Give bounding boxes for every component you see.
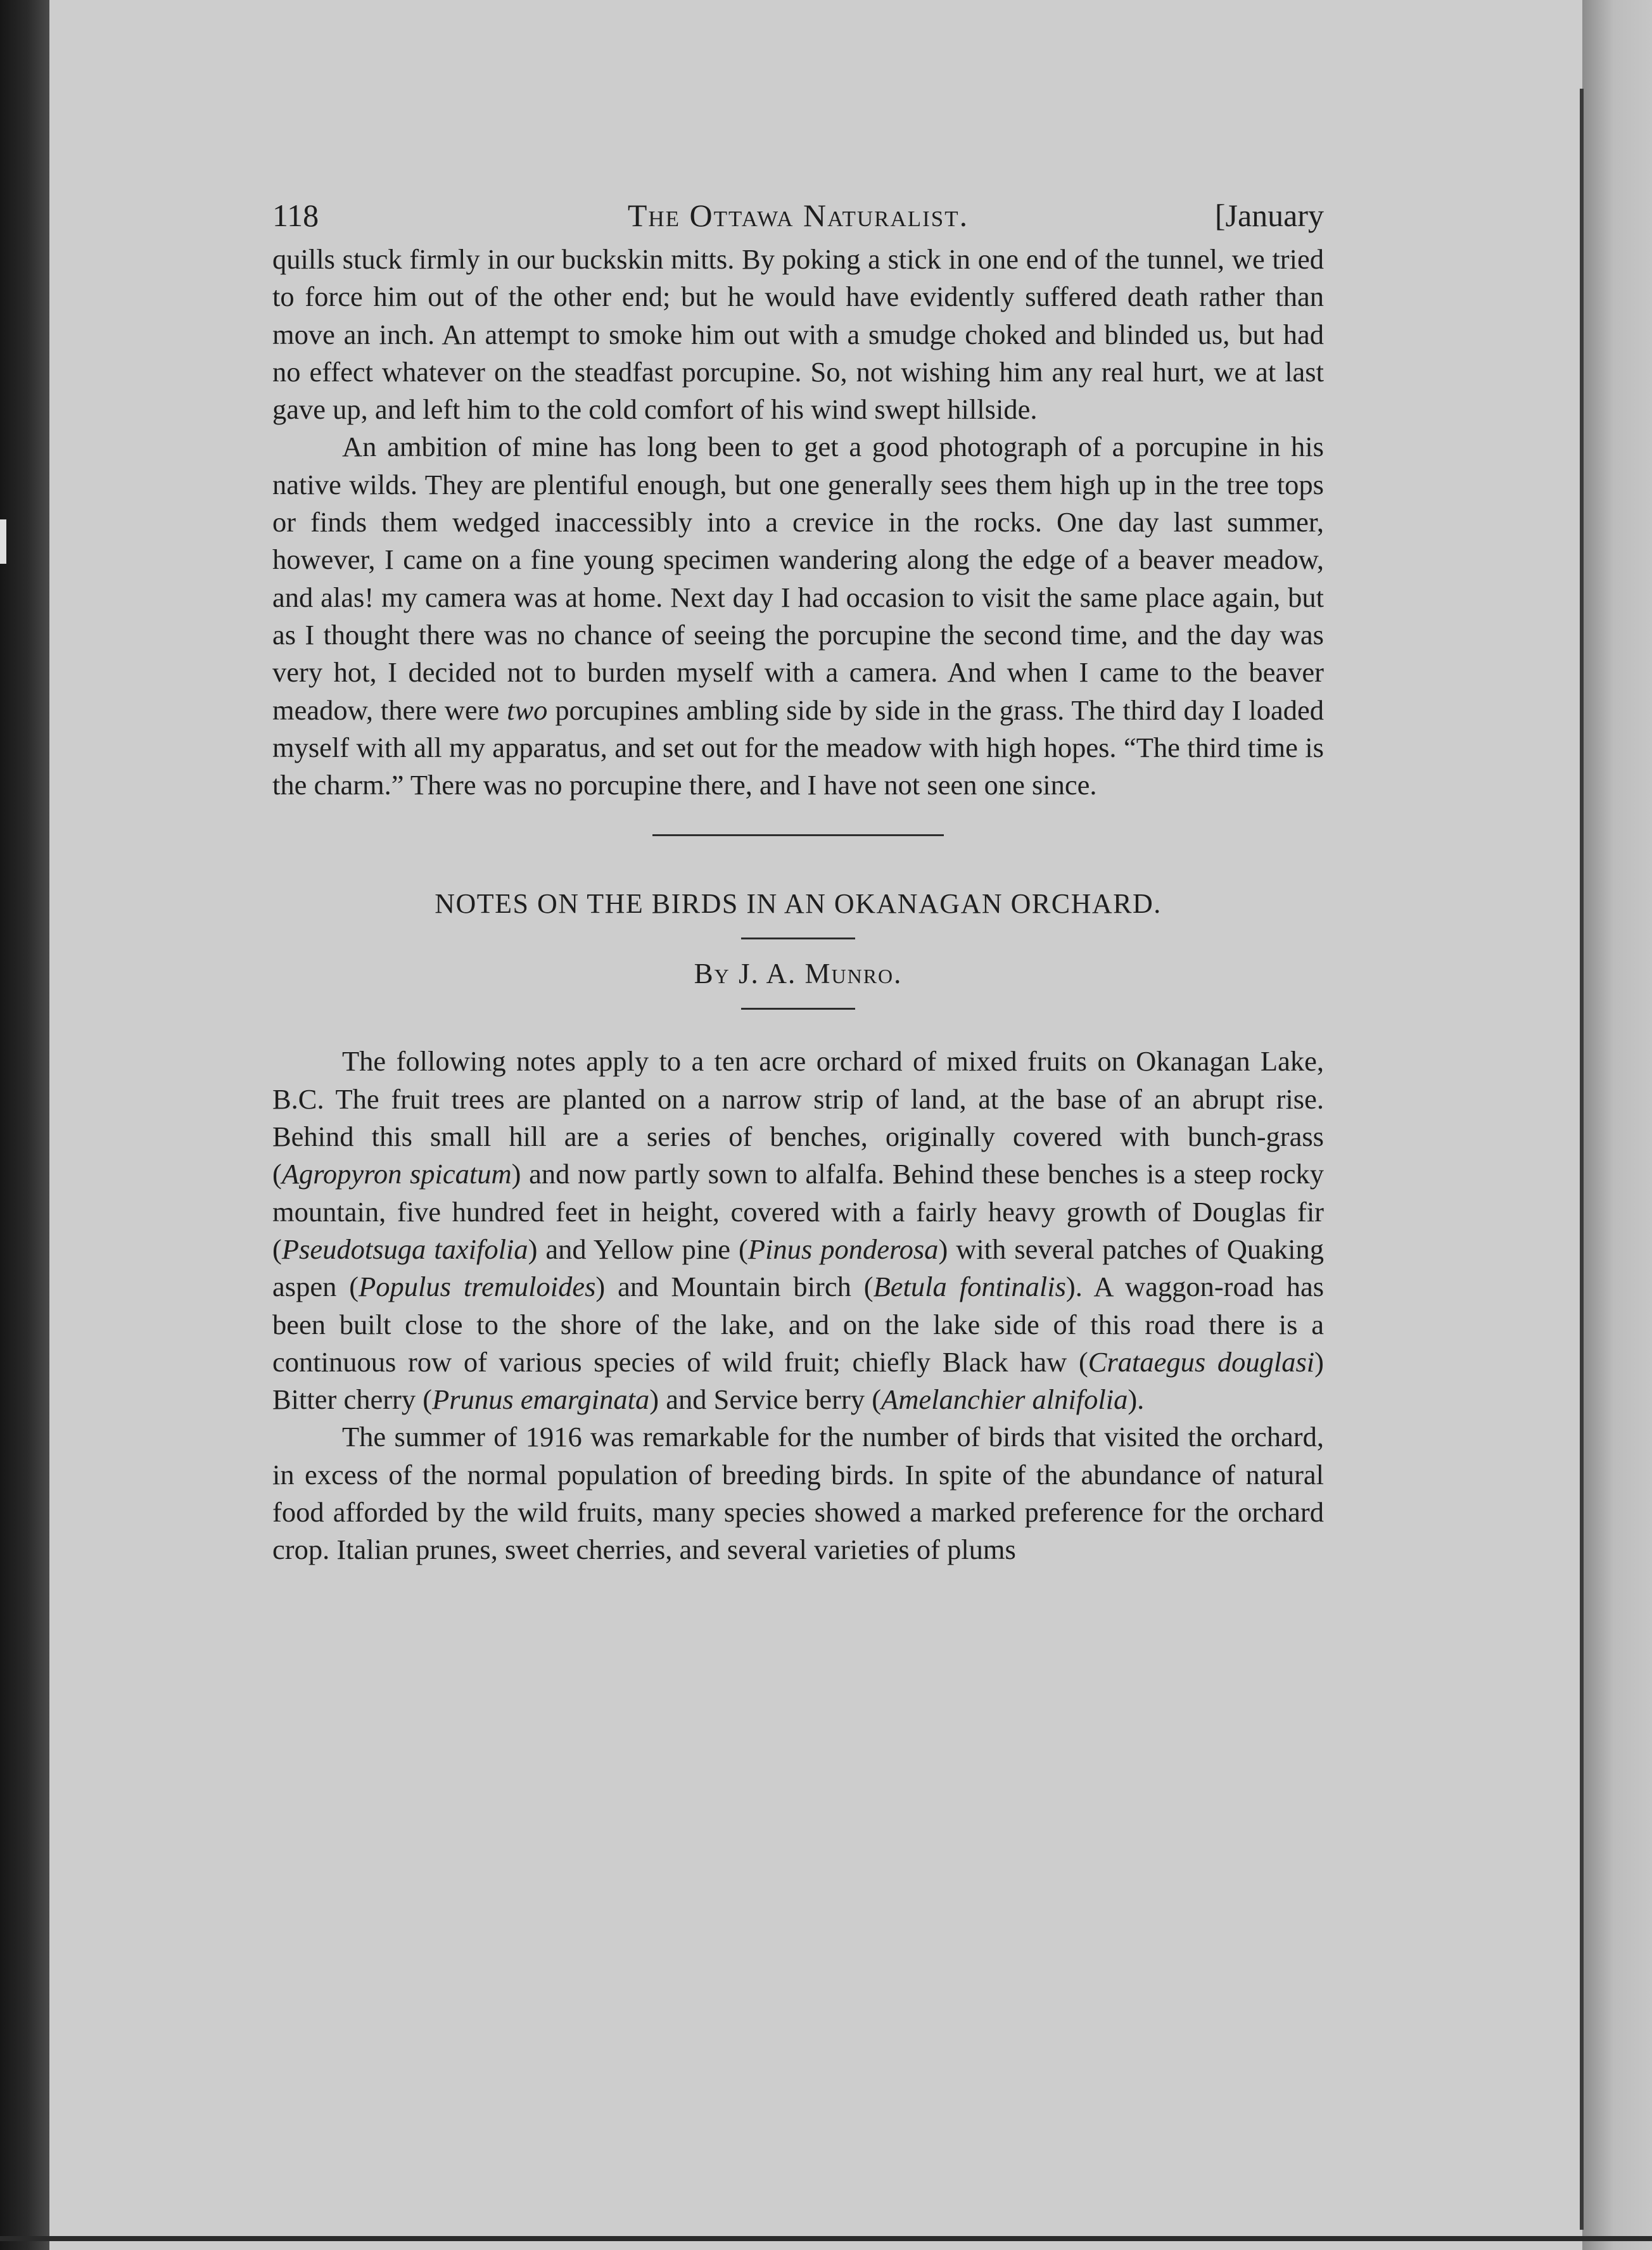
summer-1916-paragraph: The summer of 1916 was remarkable for the number of birds that visited the orchard, in excess of the normal population of breeding birds. In spite of the abundance of natural food afforded by the wild fruits, many species showed a marked preference for the orchard crop. Italian prunes, sweet cherries, and several varieties of plums [272, 1421, 1324, 1566]
running-head [272, 190, 1324, 241]
porcupine-paragraph-photograph [272, 428, 1324, 804]
species-name: Crataegus douglasi [1088, 1345, 1315, 1378]
species-name: Prunus emarginata [432, 1383, 650, 1416]
paragraph-text: ). A waggon-road has been built close to the shore of the lake, and on the lake side of this road there is a continuous row of various species of wild fruit; chiefly Black haw ( [272, 1271, 1325, 1378]
species-name: Populus tremuloides [359, 1271, 596, 1303]
species-name: Amelanchier alnifolia [881, 1383, 1128, 1416]
paragraph-text: ) with several patches of Quaking aspen ( [272, 1233, 1324, 1303]
page-border-line [1580, 89, 1584, 2230]
author-byline: By J. A. Munro. [694, 958, 903, 990]
article-body [272, 1043, 1324, 1568]
species-name: Agropyron spicatum [281, 1158, 512, 1190]
page-edge-right [1582, 0, 1652, 2250]
article-title: NOTES ON THE BIRDS IN AN OKANAGAN ORCHARD. [435, 888, 1162, 920]
paragraph-text: ). [1128, 1383, 1145, 1416]
orchard-description-paragraph [272, 1043, 1324, 1418]
title-rule [741, 938, 855, 939]
book-binding-shadow [0, 0, 49, 2250]
journal-title: The Ottawa Naturalist. [627, 198, 969, 233]
paragraph-text: The following notes apply to a ten acre orchard of mixed fruits on Okanagan Lake, B.C. The fruit trees are planted on a narrow strip of land, at the base of an abrupt rise. Behind this small hill are a series of benches, originally covered with bunch-grass ( [272, 1045, 1324, 1190]
paragraph-text: ) and Mountain birch ( [595, 1271, 874, 1303]
paragraph-text: ) and Yellow pine ( [528, 1233, 748, 1265]
paragraph-text: porcupines ambling side by side in the grass. The third day I loaded myself with all my apparatus, and set out for the meadow with high hopes. “The third time is the charm.” There was no porcupine there, and I have not seen one since. [272, 694, 1324, 801]
page-bottom-edge [0, 2236, 1652, 2241]
paragraph-text: An ambition of mine has long been to get a good photograph of a porcupine in his native wilds. They are plentiful enough, but one generally sees them high up in the tree tops or finds them wedged inaccessibly into a crevice in the rocks. One day last summer, however, I came on a fine young specimen wandering along the edge of a beaver meadow, and alas! my camera was at home. Next day I had occasion to visit the same place again, but as I thought there was no chance of seeing the porcupine the second time, and the day was very hot, I decided not to burden myself with a camera. And when I came to the beaver meadow, there were [272, 431, 1324, 726]
page-number: 118 [272, 198, 319, 233]
issue-month: [January [1214, 198, 1324, 233]
paragraph-text: ) and now partly sown to alfalfa. Behind these benches is a steep rocky mountain, five hundred feet in height, covered with a fairly heavy growth of Douglas fir ( [272, 1158, 1324, 1265]
binding-mark [0, 519, 6, 564]
paragraph-text: ) Bitter cherry ( [272, 1345, 1324, 1416]
emphasized-word: two [507, 694, 548, 726]
species-name: Pinus ponderosa [747, 1233, 939, 1265]
page-text-block [272, 190, 1324, 1569]
porcupine-paragraph-continued: quills stuck firmly in our buckskin mitts. By poking a stick in one end of the tunnel, we tried to force him out of the other end; but he would have evidently suffered death rather than move an inch. An attempt to smoke him out with a smudge choked and blinded us, but had no effect whatever on the steadfast porcupine. So, not wishing him any real hurt, we at last gave up, and left him to the cold comfort of his wind swept hillside. [272, 243, 1324, 426]
species-name: Pseudotsuga taxifolia [281, 1233, 528, 1265]
section-divider [652, 834, 944, 836]
paragraph-text: ) and Service berry ( [649, 1383, 882, 1416]
species-name: Betula fontinalis [873, 1271, 1066, 1303]
byline-rule [741, 1008, 855, 1010]
